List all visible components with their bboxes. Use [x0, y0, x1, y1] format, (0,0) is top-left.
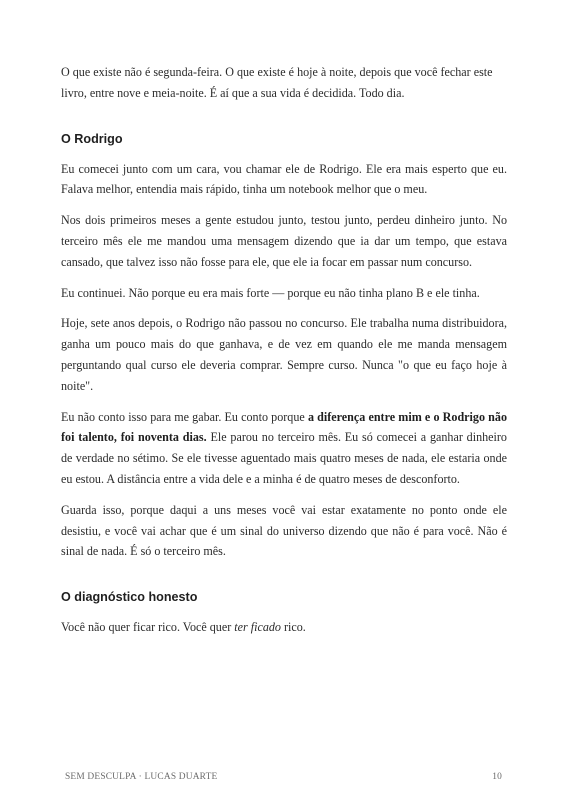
- diagnostico-paragraph-1-tail: rico.: [280, 620, 306, 635]
- rodrigo-paragraph-6: Guarda isso, porque daqui a uns meses você vai estar exatamente no ponto onde ele desistiu, e você vai achar que é um sinal do universo dizendo que não é para você. Não é sinal de nada. É só o terceiro mês.: [61, 502, 507, 559]
- rodrigo-paragraph-5-tail: Ele parou no terceiro mês. Eu só comecei a ganhar dinheiro de verdade no sétimo. Se ele tivesse aguentado mais quatro meses de nada, ele estaria onde eu estou. A distância entre a vida dele e a minha é de quatro meses de desconforto.: [61, 430, 507, 486]
- rodrigo-paragraph-3: Eu continuei. Não porque eu era mais forte — porque eu não tinha plano B e ele tinha.: [61, 285, 480, 300]
- rodrigo-paragraph-4: Hoje, sete anos depois, o Rodrigo não passou no concurso. Ele trabalha numa distribuidora, ganha um pouco mais do que ganhava, e de vez em quando ele me manda mensagem perguntando qual curso ele deveria comprar. Sempre curso. Nunca "o que eu faço hoje à noite".: [61, 316, 507, 393]
- rodrigo-paragraph-1: Eu comecei junto com um cara, vou chamar ele de Rodrigo. Ele era mais esperto que eu. Falava melhor, entendia mais rápido, tinha um notebook melhor que o meu.: [61, 161, 507, 197]
- page-body: [61, 62, 507, 648]
- diagnostico-paragraph-1-lead: Você não quer ficar rico. Você quer: [61, 620, 235, 635]
- diagnostico-paragraph-1: [61, 617, 507, 638]
- rodrigo-paragraph-2: Nos dois primeiros meses a gente estudou junto, testou junto, perdeu dinheiro junto. No terceiro mês ele me mandou uma mensagem dizendo que ia dar um tempo, que estava cansado, que talvez isso não fosse para ele, que ele ia focar em passar num concurso.: [61, 213, 507, 269]
- rodrigo-paragraph-5-lead: Eu não conto isso para me gabar. Eu conto porque: [61, 409, 308, 424]
- section-heading-diagnostico: O diagnóstico honesto: [61, 590, 198, 605]
- intro-paragraph: O que existe não é segunda-feira. O que existe é hoje à noite, depois que você fechar este livro, entre nove e meia-noite. É aí que a sua vida é decidida. Todo dia.: [61, 65, 493, 100]
- diagnostico-paragraph-1-italic: ter ficado: [234, 620, 281, 635]
- rodrigo-paragraph-5-emphasis: a diferença entre mim e o Rodrigo não foi talento, foi noventa dias.: [61, 409, 507, 445]
- footer-book-title: SEM DESCULPA · LUCAS DUARTE: [65, 772, 218, 782]
- footer-page-number: 10: [492, 772, 502, 782]
- section-heading-rodrigo: O Rodrigo: [61, 131, 123, 146]
- rodrigo-paragraph-5: [61, 407, 507, 490]
